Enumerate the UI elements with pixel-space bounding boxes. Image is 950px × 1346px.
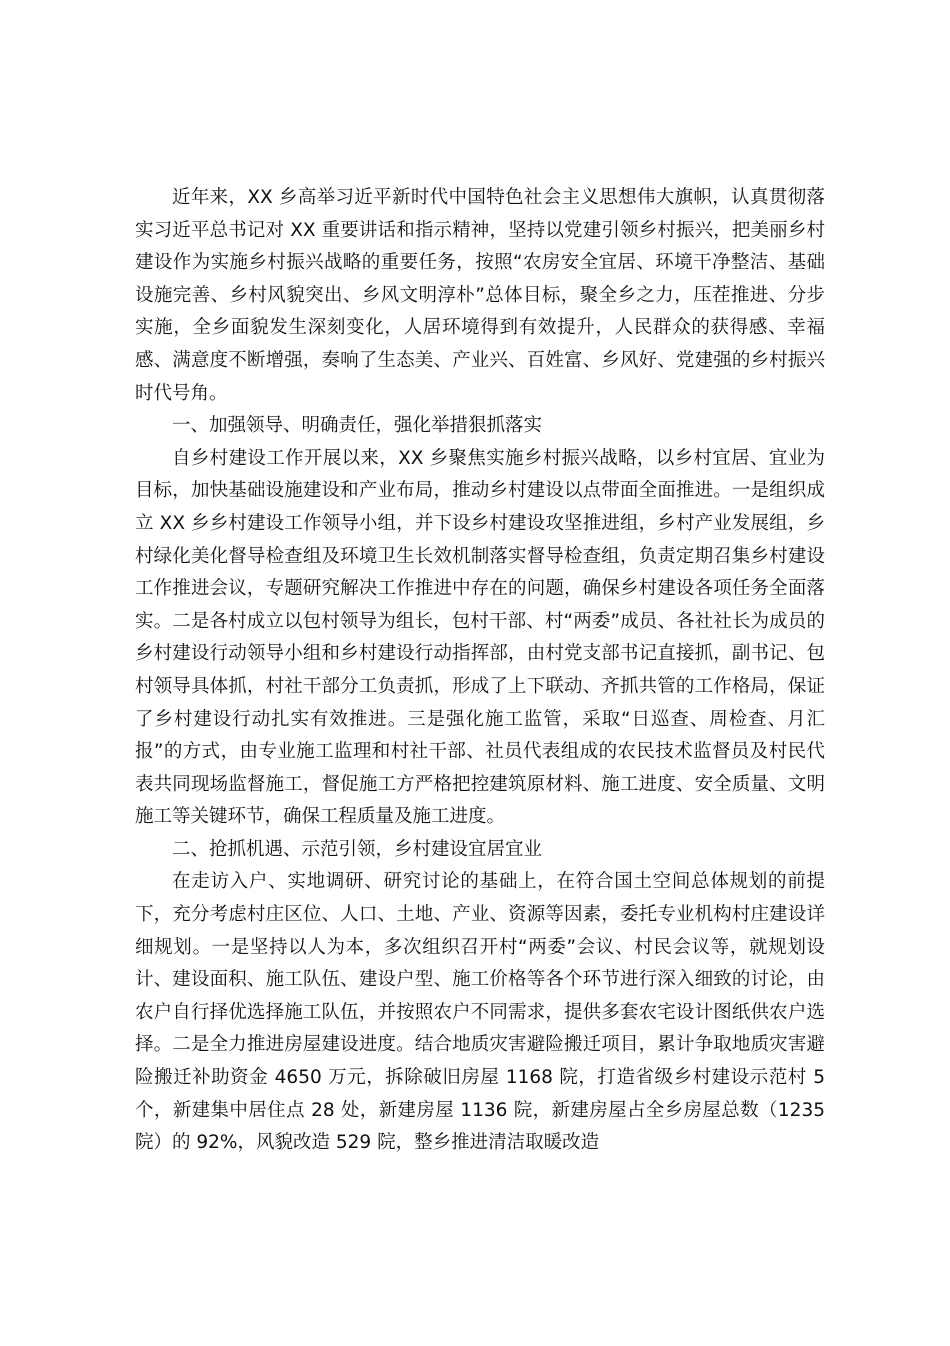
intro-paragraph: 近年来，XX 乡高举习近平新时代中国特色社会主义思想伟大旗帜，认真贯彻落实习近平总书记对 XX 重要讲话和指示精神，坚持以党建引领乡村振兴，把美丽乡村建设作为实施乡村振兴战略的重要任务，按照“农房安全宜居、环境干净整洁、基础设施完善、乡村风貌突出、乡风文明淳朴”总体目标，聚全乡之力，压茬推进、分步实施，全乡面貌发生深刻变化，人居环境得到有效提升，人民群众的获得感、幸福感、满意度不断增强，奏响了生态美、产业兴、百姓富、乡风好、党建强的乡村振兴时代号角。 (135, 187, 825, 404)
section-heading-2: 二、抢抓机遇、示范引领，乡村建设宜居宜业 (172, 838, 543, 860)
section-2-paragraph: 在走访入户、实地调研、研究讨论的基础上，在符合国土空间总体规划的前提下，充分考虑村庄区位、人口、土地、产业、资源等因素，委托专业机构村庄建设详细规划。一是坚持以人为本，多次组织召开村“两委”会议、村民会议等，就规划设计、建设面积、施工队伍、建设户型、施工价格等各个环节进行深入细致的讨论，由农户自行择优选择施工队伍，并按照农户不同需求，提供多套农宅设计图纸供农户选择。二是全力推进房屋建设进度。结合地质灾害避险搬迁项目，累计争取地质灾害避险搬迁补助资金 4650 万元，拆除破旧房屋 1168 院，打造省级乡村建设示范村 5 个，新建集中居住点 28 处，新建房屋 1136 院，新建房屋占全乡房屋总数（1235 院）的 92%，风貌改造 529 院，整乡推进清洁取暖改造 (135, 871, 825, 1154)
section-1-paragraph: 自乡村建设工作开展以来，XX 乡聚焦实施乡村振兴战略，以乡村宜居、宜业为目标，加快基础设施建设和产业布局，推动乡村建设以点带面全面推进。一是组织成立 XX 乡乡村建设工作领导小组，并下设乡村建设攻坚推进组，乡村产业发展组，乡村绿化美化督导检查组及环境卫生长效机制落实督导检查组，负责定期召集乡村建设工作推进会议，专题研究解决工作推进中存在的问题，确保乡村建设各项任务全面落实。二是各村成立以包村领导为组长，包村干部、村“两委”成员、各社社长为成员的乡村建设行动领导小组和乡村建设行动指挥部，由村党支部书记直接抓，副书记、包村领导具体抓，村社干部分工负责抓，形成了上下联动、齐抓共管的工作格局，保证了乡村建设行动扎实有效推进。三是强化施工监管，采取“日巡查、周检查、月汇报”的方式，由专业施工监理和村社干部、社员代表组成的农民技术监督员及村民代表共同现场监督施工，督促施工方严格把控建筑原材料、施工进度、安全质量、文明施工等关键环节，确保工程质量及施工进度。 (135, 447, 825, 828)
section-heading-1: 一、加强领导、明确责任，强化举措狠抓落实 (172, 415, 543, 437)
document-body (135, 182, 825, 1160)
